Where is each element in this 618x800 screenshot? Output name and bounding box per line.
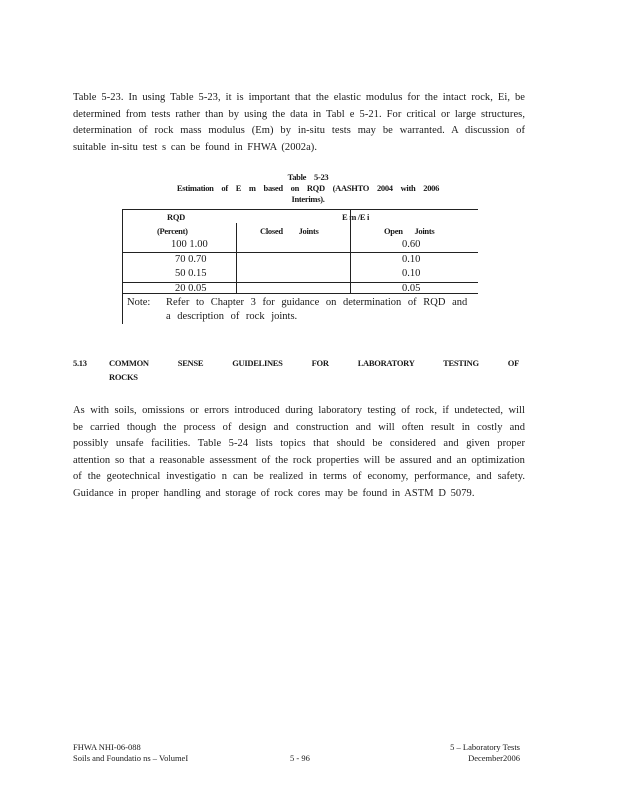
table-note-line2: a description of rock joints. bbox=[166, 311, 298, 322]
intro-paragraph: Table 5-23. In using Table 5-23, it is important that the elastic modulus for the intact rock, Ei, be determined from tests rather than by using the data in Tabl e 5-21. For critical or large structures, determination of rock mass modulus (Em) by in-situ tests may be warranted. A discussion of suitable in-situ test s can be found in FHWA (2002a). bbox=[73, 92, 525, 153]
table-row-rule-1 bbox=[122, 252, 478, 253]
table-cell-open: 0.05 bbox=[402, 283, 421, 294]
table-cell-open: 0.10 bbox=[402, 268, 421, 279]
footer-right bbox=[440, 742, 520, 764]
table-note-label: Note: bbox=[127, 297, 151, 308]
table-cell-open: 0.10 bbox=[402, 254, 421, 265]
header-closed-joints: Closed Joints bbox=[260, 226, 319, 236]
header-em-ei: E m /E i bbox=[342, 212, 370, 222]
section-title-line1: COMMON SENSE GUIDELINES FOR LABORATORY TESTING OF bbox=[109, 358, 520, 368]
header-open-joints: Open Joints bbox=[384, 226, 435, 236]
section-number: 5.13 bbox=[73, 358, 87, 368]
table-caption-title: Table 5-23 bbox=[287, 172, 329, 182]
table-caption-line2: Estimation of E m based on RQD (AASHTO 2004 with 2006 bbox=[176, 183, 440, 193]
table-caption bbox=[148, 172, 468, 205]
table-row: 50 0.15 bbox=[175, 268, 207, 279]
footer-left bbox=[73, 742, 188, 764]
table-top-rule bbox=[122, 209, 478, 210]
table-left-rule bbox=[122, 209, 123, 324]
footer-doc-number: FHWA NHI-06-088 bbox=[73, 742, 141, 752]
table-row: 20 0.05 bbox=[175, 283, 207, 294]
footer-date: December2006 bbox=[468, 753, 520, 763]
table-row: 70 0.70 bbox=[175, 254, 207, 265]
footer-doc-title: Soils and Foundatio ns – VolumeI bbox=[73, 753, 189, 763]
table-col-rule-1 bbox=[236, 223, 237, 293]
header-rqd-percent: (Percent) bbox=[157, 226, 188, 236]
body-paragraph: As with soils, omissions or errors introduced during laboratory testing of rock, if undetected, will be carried though the process of design and construction and will often result in costly and possibly unsafe facilities. Table 5-24 lists topics that should be considered and given proper attention so that a reasonable assessment of the rock properties will be assured and an optimization of the geotechnical investigatio n can be realized in terms of economy, performance, and safety. Guidance in proper handling and storage of rock cores may be found in ASTM D 5079. bbox=[73, 405, 525, 499]
section-title-line2: ROCKS bbox=[109, 372, 138, 382]
footer-page-number: 5 - 96 bbox=[290, 753, 310, 763]
footer-chapter: 5 – Laboratory Tests bbox=[450, 742, 520, 752]
table-note-line1: Refer to Chapter 3 for guidance on determination of RQD and bbox=[166, 297, 468, 308]
table-caption-line3: Interims). bbox=[291, 194, 325, 204]
table-cell-open: 0.60 bbox=[402, 239, 421, 250]
header-rqd: RQD bbox=[167, 212, 185, 222]
table-row: 100 1.00 bbox=[171, 239, 208, 250]
